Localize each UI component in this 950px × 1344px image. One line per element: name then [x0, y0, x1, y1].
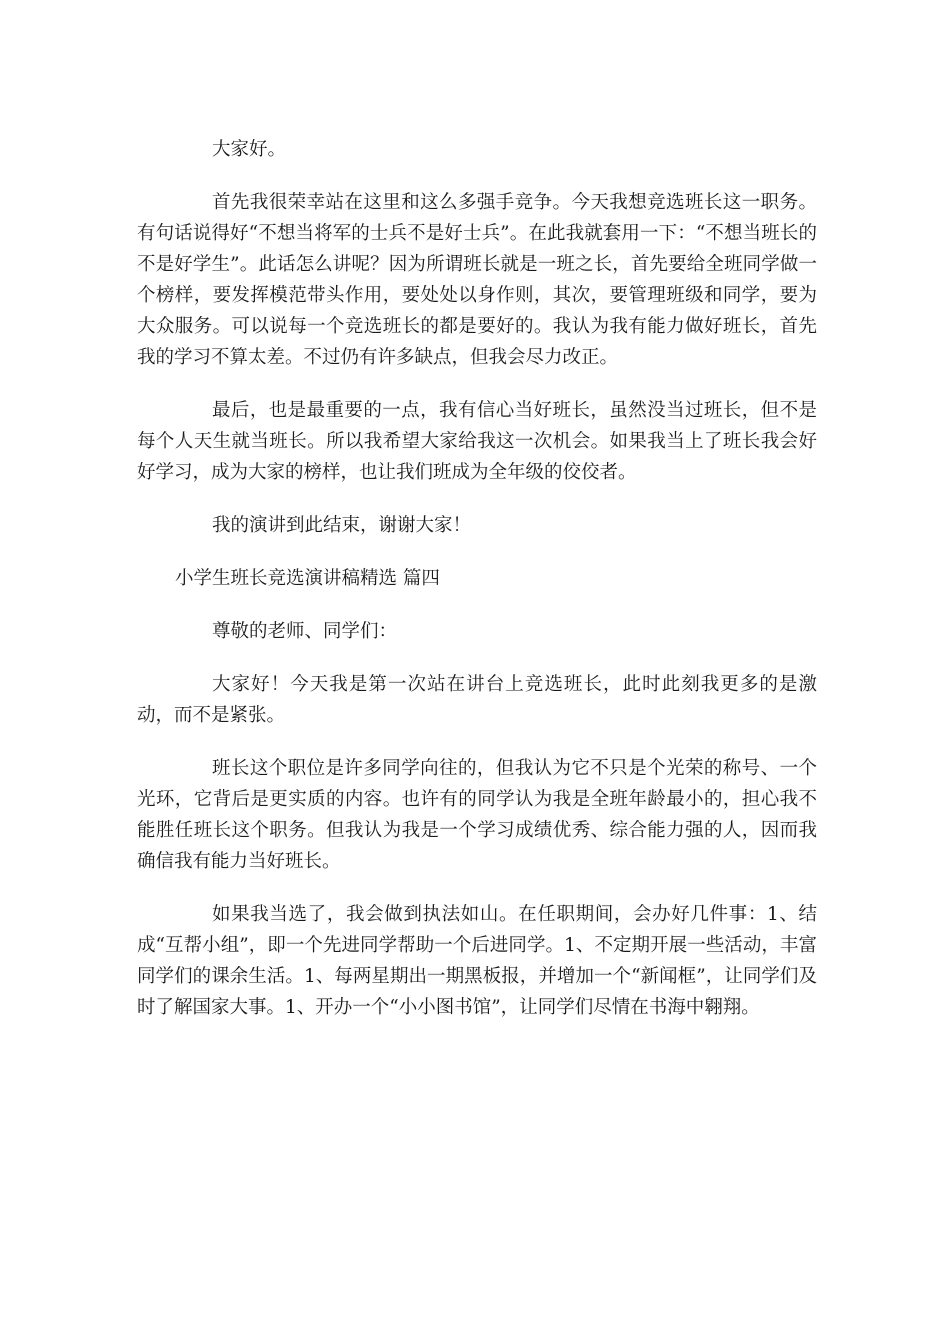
body-paragraph: 如果我当选了，我会做到执法如山。在任职期间，会办好几件事：1、结成“互帮小组”，即一个先进同学帮助一个后进同学。1、不定期开展一些活动，丰富同学们的课余生活。1、每两星期出一期黑板报，并增加一个“新闻框”，让同学们及时了解国家大事。1、开办一个“小小图书馆”，让同学们尽情在书海中翱翔。: [137, 904, 817, 1018]
closing-paragraph: 我的演讲到此结束，谢谢大家！: [212, 515, 472, 536]
salutation-paragraph: 尊敬的老师、同学们：: [212, 621, 398, 642]
body-paragraph: 首先我很荣幸站在这里和这么多强手竞争。今天我想竞选班长这一职务。有句话说得好“不想当将军的士兵不是好士兵”。在此我就套用一下：“不想当班长的不是好学生”。此话怎么讲呢？因为所谓班长就是一班之长，首先要给全班同学做一个榜样，要发挥模范带头作用，要处处以身作则，其次，要管理班级和同学，要为大众服务。可以说每一个竞选班长的都是要好的。我认为我有能力做好班长，首先我的学习不算太差。不过仍有许多缺点，但我会尽力改正。: [137, 192, 817, 368]
body-paragraph: 最后，也是最重要的一点，我有信心当好班长，虽然没当过班长，但不是每个人天生就当班长。所以我希望大家给我这一次机会。如果我当上了班长我会好好学习，成为大家的榜样，也让我们班成为全年级的佼佼者。: [137, 400, 817, 483]
body-paragraph: 班长这个职位是许多同学向往的，但我认为它不只是个光荣的称号、一个光环，它背后是更实质的内容。也许有的同学认为我是全班年龄最小的，担心我不能胜任班长这个职务。但我认为我是一个学习成绩优秀、综合能力强的人，因而我确信我有能力当好班长。: [137, 758, 817, 872]
body-paragraph: 大家好！今天我是第一次站在讲台上竞选班长，此时此刻我更多的是激动，而不是紧张。: [137, 674, 817, 726]
greeting-paragraph: 大家好。: [212, 139, 287, 160]
document-body: [137, 134, 817, 1045]
section-heading: 小学生班长竞选演讲稿精选 篇四: [175, 568, 440, 589]
